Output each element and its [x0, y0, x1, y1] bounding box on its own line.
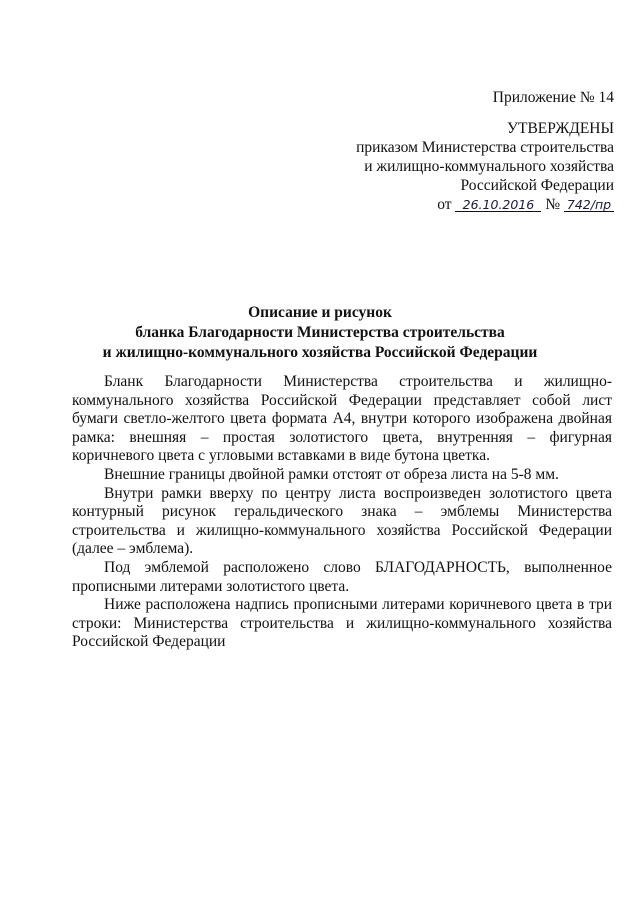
approval-heading: УТВЕРЖДЕНЫ	[507, 120, 614, 137]
from-label: от	[437, 196, 452, 213]
paragraph-1: Бланк Благодарности Министерства строительства и жилищно-коммунального хозяйства Российской Федерации представляет собой лист бумаги светло-желтого цвета формата А4, внутри которого изображена двойная рамка: внешняя – простая золотистого цвета, внутренняя – фигурная коричневого цвета с угловыми вставками в виде бутона цветка.	[72, 373, 612, 465]
document-title	[0, 303, 640, 363]
title-line-3: и жилищно-коммунального хозяйства Российской Федерации	[102, 344, 538, 361]
paragraph-3: Внутри рамки вверху по центру листа воспроизведен золотистого цвета контурный рисунок геральдического знака – эмблемы Министерства строительства и жилищно-коммунального хозяйства Российской Федерации (далее – эмблема).	[72, 484, 612, 558]
document-body	[72, 373, 612, 652]
approval-line-1: приказом Министерства строительства	[356, 139, 614, 156]
number-label: №	[545, 196, 561, 213]
approval-line-2: и жилищно-коммунального хозяйства	[364, 158, 614, 175]
handwritten-number: 742/пр	[564, 195, 614, 212]
approval-block	[356, 119, 614, 214]
paragraph-4: Под эмблемой расположено слово БЛАГОДАРНОСТЬ, выполненное прописными литерами золотистого цвета.	[72, 558, 612, 595]
title-line-2: бланка Благодарности Министерства строительства	[135, 324, 505, 341]
handwritten-date: 26.10.2016	[455, 195, 541, 212]
title-line-1: Описание и рисунок	[248, 304, 392, 321]
paragraph-2: Внешние границы двойной рамки отстоят от обреза листа на 5-8 мм.	[104, 465, 559, 483]
approval-date-number-line	[356, 195, 614, 214]
paragraph-5: Ниже расположена надпись прописными литерами коричневого цвета в три строки: Министерства строительства и жилищно-коммунального хозяйства Российской Федерации	[72, 596, 612, 651]
annex-text: Приложение № 14	[492, 89, 614, 106]
approval-line-3: Российской Федерации	[460, 177, 614, 194]
annex-label	[493, 88, 614, 107]
